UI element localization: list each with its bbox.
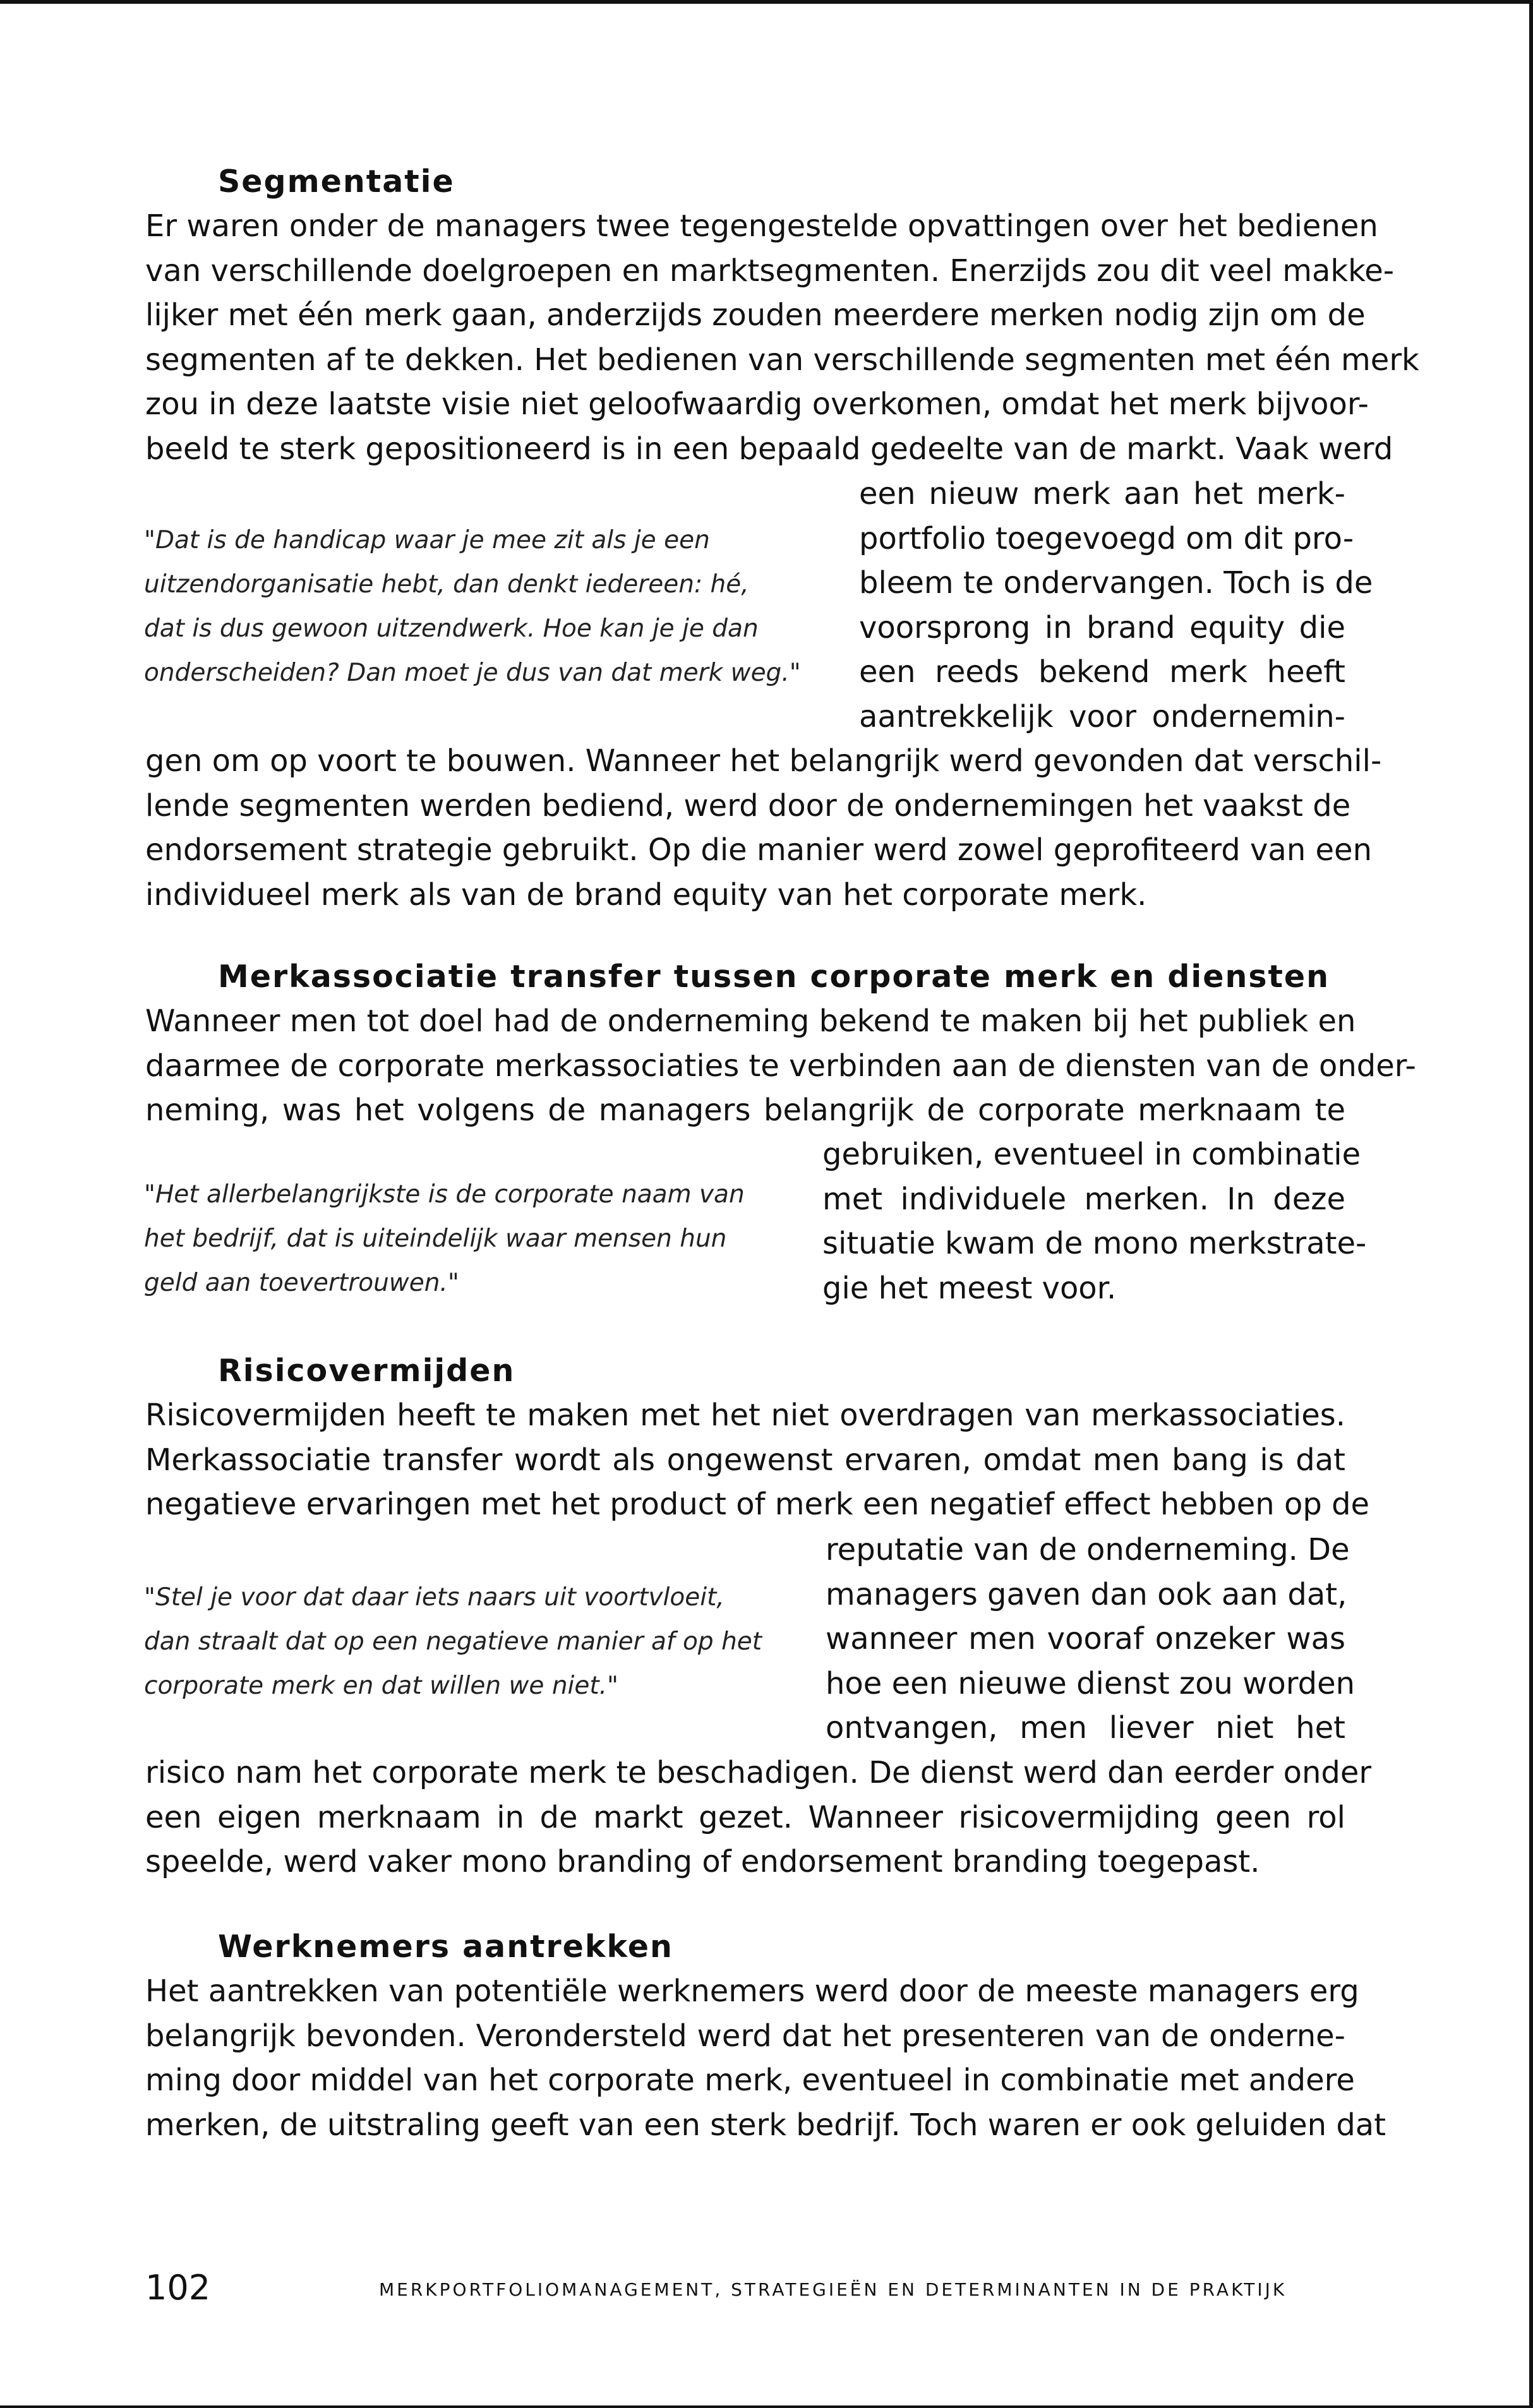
- text-line: wanneer men vooraf onzeker was: [826, 1621, 1345, 1656]
- text-line: beeld te sterk gepositioneerd is in een bepaald gedeelte van de markt. Vaak werd: [145, 431, 1393, 467]
- text-line: reputatie van de onderneming. De: [826, 1532, 1350, 1567]
- text-line: lende segmenten werden bediend, werd door de ondernemingen het vaakst de: [145, 788, 1351, 824]
- text-line: gen om op voort te bouwen. Wanneer het belangrijk werd gevonden dat verschil-: [145, 743, 1382, 779]
- page-number: 102: [145, 2268, 211, 2308]
- running-footer-title: MERKPORTFOLIOMANAGEMENT, STRATEGIEËN EN DETERMINANTEN IN DE PRAKTIJK: [379, 2279, 1287, 2300]
- quote-line: "Het allerbelangrijkste is de corporate naam van: [144, 1180, 745, 1209]
- text-line: segmenten af te dekken. Het bedienen van verschillende segmenten met één merk: [145, 342, 1419, 378]
- page-border-top: [0, 0, 1533, 4]
- side-column-text: [822, 1132, 1367, 1310]
- text-line: een nieuw merk aan het merk-: [859, 476, 1345, 512]
- pull-quote: [144, 1173, 745, 1305]
- pull-quote: [144, 518, 801, 695]
- text-line: negatieve ervaringen met het product of merk een negatief effect hebben op de: [145, 1487, 1370, 1522]
- paragraph-outro: [145, 1751, 1372, 1884]
- section-heading: Werknemers aantrekken: [218, 1929, 673, 1965]
- section-heading: Segmentatie: [218, 164, 455, 200]
- text-line: merken, de uitstraling geeft van een sterk bedrijf. Toch waren er ook geluiden dat: [145, 2107, 1386, 2143]
- text-line: met individuele merken. In deze: [822, 1181, 1345, 1217]
- text-line: Merkassociatie transfer wordt als ongewenst ervaren, omdat men bang is dat: [145, 1442, 1345, 1478]
- text-line: een reeds bekend merk heeft: [859, 654, 1345, 690]
- section-heading: Merkassociatie transfer tussen corporate merk en diensten: [218, 959, 1330, 995]
- text-line: ontvangen, men liever niet het: [826, 1710, 1345, 1746]
- text-line: risico nam het corporate merk te beschadigen. De dienst werd dan eerder onder: [145, 1755, 1372, 1790]
- paragraph-outro: [145, 739, 1382, 917]
- text-line: portfolio toegevoegd om dit pro-: [859, 520, 1354, 556]
- text-line: ming door middel van het corporate merk, eventueel in combinatie met andere: [145, 2063, 1355, 2098]
- text-line: individueel merk als van de brand equity van het corporate merk.: [145, 877, 1147, 913]
- page-border-right: [1529, 0, 1533, 2408]
- section-heading: Risicovermijden: [218, 1353, 515, 1389]
- quote-line: dan straalt dat op een negatieve manier af op het: [144, 1627, 762, 1656]
- quote-line: onderscheiden? Dan moet je dus van dat merk weg.": [144, 659, 801, 687]
- text-line: van verschillende doelgroepen en marktsegmenten. Enerzijds zou dit veel makke-: [145, 253, 1395, 289]
- text-line: gebruiken, eventueel in combinatie: [822, 1137, 1361, 1172]
- text-line: voorsprong in brand equity die: [859, 609, 1345, 645]
- pull-quote: [144, 1576, 762, 1708]
- text-line: een eigen merknaam in de markt gezet. Wanneer risicovermijding geen rol: [145, 1799, 1345, 1835]
- quote-line: corporate merk en dat willen we niet.": [144, 1672, 618, 1700]
- page-border-bottom: [0, 2405, 1533, 2408]
- quote-line: uitzendorganisatie hebt, dan denkt iedereen: hé,: [144, 570, 749, 599]
- quote-line: "Stel je voor dat daar iets naars uit voortvloeit,: [144, 1583, 724, 1612]
- text-line: gie het meest voor.: [822, 1270, 1117, 1306]
- quote-line: dat is dus gewoon uitzendwerk. Hoe kan je je dan: [144, 614, 759, 643]
- quote-line: het bedrijf, dat is uiteindelijk waar mensen hun: [144, 1225, 727, 1253]
- paragraph-intro: [145, 1969, 1386, 2147]
- text-line: aantrekkelijk voor ondernemin-: [859, 698, 1345, 734]
- text-line: endorsement strategie gebruikt. Op die manier werd zowel geprofiteerd van een: [145, 832, 1373, 868]
- text-line: Wanneer men tot doel had de onderneming bekend te maken bij het publiek en: [145, 1003, 1356, 1039]
- side-column-text: [826, 1528, 1356, 1751]
- text-line: Het aantrekken van potentiële werknemers werd door de meeste managers erg: [145, 1974, 1359, 2009]
- text-line: Risicovermijden heeft te maken met het niet overdragen van merkassociaties.: [145, 1398, 1345, 1433]
- text-line: situatie kwam de mono merkstrate-: [822, 1226, 1367, 1261]
- text-line: bleem te ondervangen. Toch is de: [859, 565, 1373, 601]
- text-line: belangrijk bevonden. Verondersteld werd dat het presenteren van de onderne-: [145, 2018, 1345, 2054]
- paragraph-intro: [145, 204, 1419, 471]
- quote-line: geld aan toevertrouwen.": [144, 1269, 459, 1297]
- paragraph-intro: [145, 1393, 1370, 1527]
- text-line: zou in deze laatste visie niet geloofwaardig overkomen, omdat het merk bijvoor-: [145, 386, 1369, 422]
- text-line: lijker met één merk gaan, anderzijds zouden meerdere merken nodig zijn om de: [145, 297, 1366, 333]
- text-line: Er waren onder de managers twee tegengestelde opvattingen over het bedienen: [145, 208, 1378, 244]
- text-line: daarmee de corporate merkassociaties te verbinden aan de diensten van de onder-: [145, 1048, 1416, 1084]
- paragraph-intro: [145, 999, 1416, 1133]
- text-line: hoe een nieuwe dienst zou worden: [826, 1665, 1356, 1701]
- text-line: neming, was het volgens de managers belangrijk de corporate merknaam te: [145, 1093, 1345, 1128]
- text-line: managers gaven dan ook aan dat,: [826, 1576, 1347, 1612]
- side-column-text: [859, 472, 1373, 739]
- quote-line: "Dat is de handicap waar je mee zit als je een: [144, 526, 710, 554]
- text-line: speelde, werd vaker mono branding of endorsement branding toegepast.: [145, 1844, 1260, 1879]
